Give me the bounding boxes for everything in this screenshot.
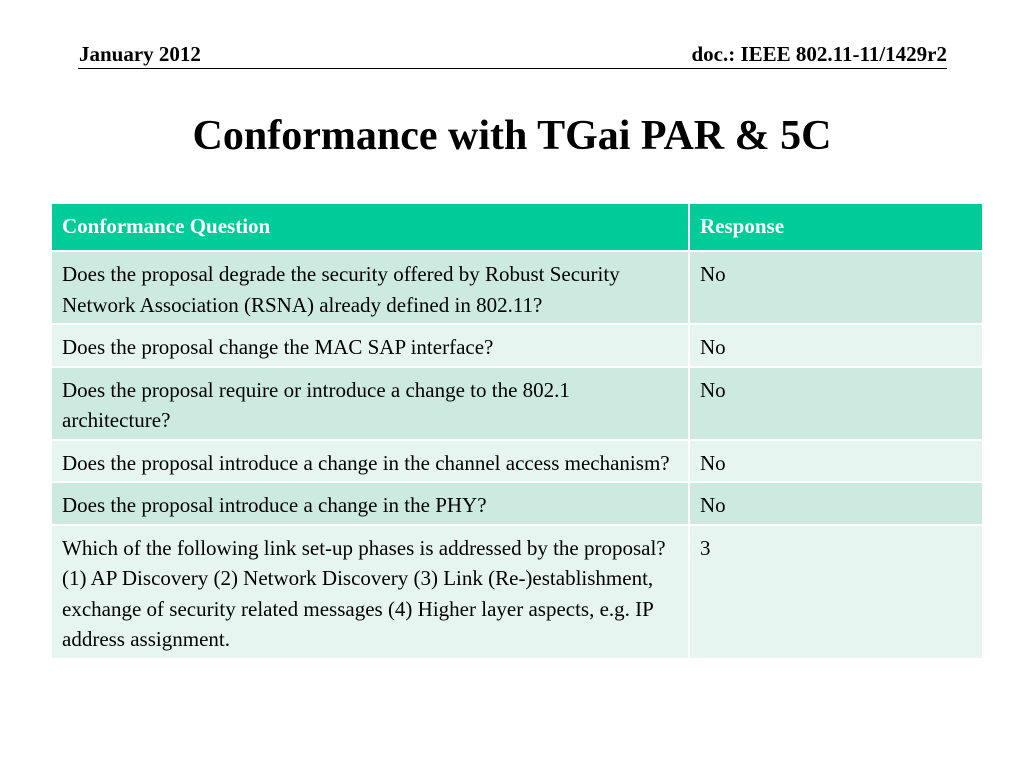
table-row	[52, 367, 982, 440]
response-cell: No	[689, 482, 982, 525]
slide-title: Conformance with TGai PAR & 5C	[192, 113, 832, 159]
question-cell: Which of the following link set-up phases is addressed by the proposal? (1) AP Discovery (2) Network Discovery (3) Link (Re-)establishment, exchange of security related messages (4) Higher layer aspects, e.g. IP address assignment.	[52, 525, 689, 659]
response-cell: 3	[689, 525, 982, 659]
table-row	[52, 482, 982, 525]
conformance-table	[52, 204, 982, 660]
question-cell: Does the proposal change the MAC SAP interface?	[52, 324, 689, 367]
question-cell: Does the proposal introduce a change in the PHY?	[52, 482, 689, 525]
response-cell: No	[689, 367, 982, 440]
table-row	[52, 251, 982, 324]
question-cell: Does the proposal introduce a change in the channel access mechanism?	[52, 440, 689, 483]
question-cell: Does the proposal require or introduce a change to the 802.1 architecture?	[52, 367, 689, 440]
header-date: January 2012	[79, 42, 201, 66]
response-cell: No	[689, 251, 982, 324]
header-doc-id: doc.: IEEE 802.11-11/1429r2	[691, 42, 947, 66]
table-header-row	[52, 204, 982, 251]
table-row	[52, 324, 982, 367]
response-cell: No	[689, 440, 982, 483]
question-cell: Does the proposal degrade the security offered by Robust Security Network Association (RSNA) already defined in 802.11?	[52, 251, 689, 324]
table-row	[52, 525, 982, 659]
column-header-question: Conformance Question	[52, 204, 689, 251]
table-row	[52, 440, 982, 483]
response-cell: No	[689, 324, 982, 367]
column-header-response: Response	[689, 204, 982, 251]
slide-header	[78, 38, 947, 69]
